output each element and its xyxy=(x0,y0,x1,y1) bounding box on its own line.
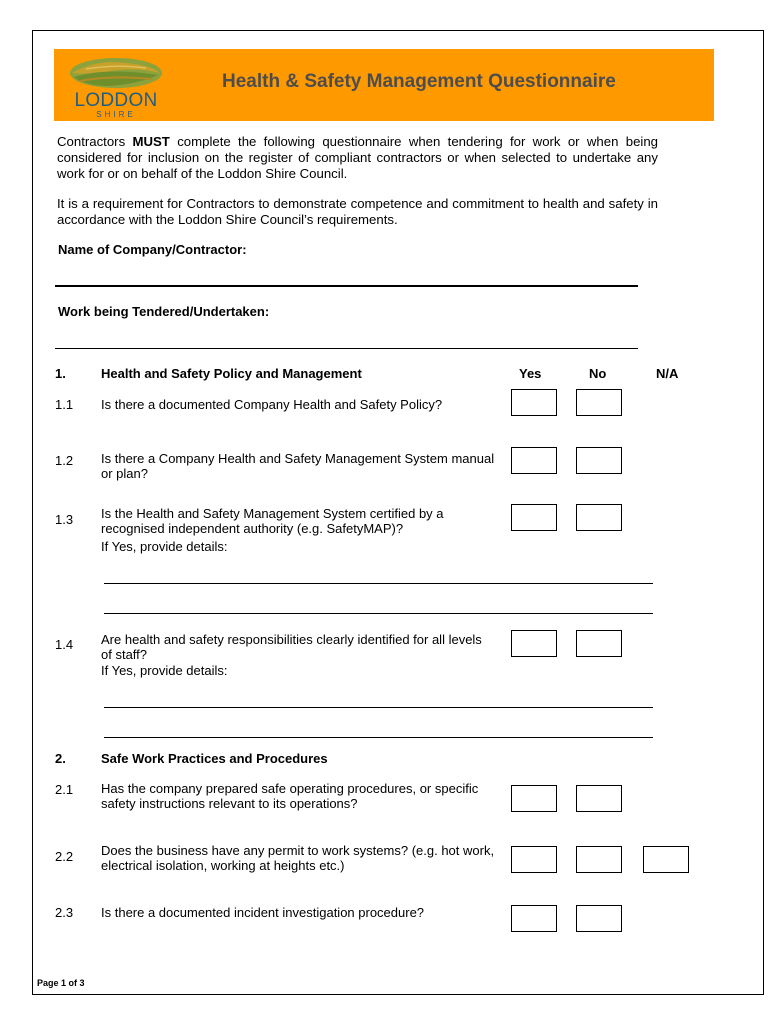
question-1-3-details-label: If Yes, provide details: xyxy=(101,539,228,554)
q2-2-na-checkbox[interactable] xyxy=(643,846,689,873)
question-1-2-text: Is there a Company Health and Safety Management System manual or plan? xyxy=(101,451,495,481)
q2-3-no-checkbox[interactable] xyxy=(576,905,622,932)
document-title: Health & Safety Management Questionnaire xyxy=(222,71,616,92)
question-2-1-number: 2.1 xyxy=(55,782,74,797)
logo-subtitle: SHIRE xyxy=(96,110,136,119)
q1-4-details-line-2[interactable] xyxy=(104,737,653,738)
question-1-3-number: 1.3 xyxy=(55,512,74,527)
q1-4-no-checkbox[interactable] xyxy=(576,630,622,657)
question-1-3-text: Is the Health and Safety Management System certified by a recognised independent authority (e.g. SafetyMAP)? xyxy=(101,506,444,536)
company-name-label: Name of Company/Contractor: xyxy=(58,242,247,257)
q2-2-yes-checkbox[interactable] xyxy=(511,846,557,873)
q2-1-yes-checkbox[interactable] xyxy=(511,785,557,812)
q1-4-details-line-1[interactable] xyxy=(104,707,653,708)
question-1-4-number: 1.4 xyxy=(55,637,74,652)
work-tendered-label: Work being Tendered/Undertaken: xyxy=(58,304,270,319)
question-1-4-details-label: If Yes, provide details: xyxy=(101,663,228,678)
q1-3-details-line-2[interactable] xyxy=(104,613,653,614)
column-yes: Yes xyxy=(519,366,542,381)
question-2-2-text: Does the business have any permit to work systems? (e.g. hot work, electrical isolation, working at heights etc.) xyxy=(101,843,495,873)
question-2-3-text: Is there a documented incident investigation procedure? xyxy=(101,905,425,920)
company-name-field[interactable] xyxy=(55,285,638,287)
section-2-number: 2. xyxy=(55,751,66,766)
column-no: No xyxy=(589,366,607,381)
loddon-shire-logo xyxy=(66,55,166,117)
section-2-title: Safe Work Practices and Procedures xyxy=(101,751,328,766)
landscape-logo-icon xyxy=(66,55,166,95)
page-number: Page 1 of 3 xyxy=(37,978,85,988)
q2-2-no-checkbox[interactable] xyxy=(576,846,622,873)
work-tendered-field[interactable] xyxy=(55,348,638,349)
q1-3-details-line-1[interactable] xyxy=(104,583,653,584)
question-1-1-number: 1.1 xyxy=(55,397,74,412)
q1-1-yes-checkbox[interactable] xyxy=(511,389,557,416)
q1-4-yes-checkbox[interactable] xyxy=(511,630,557,657)
section-1-number: 1. xyxy=(55,366,66,381)
q1-3-no-checkbox[interactable] xyxy=(576,504,622,531)
question-1-2-number: 1.2 xyxy=(55,453,74,468)
must-emphasis: MUST xyxy=(132,134,170,149)
q1-2-yes-checkbox[interactable] xyxy=(511,447,557,474)
q2-1-no-checkbox[interactable] xyxy=(576,785,622,812)
column-na: N/A xyxy=(656,366,679,381)
q1-1-no-checkbox[interactable] xyxy=(576,389,622,416)
question-1-4-text: Are health and safety responsibilities clearly identified for all levels of staff? xyxy=(101,632,482,662)
header-banner xyxy=(54,49,714,121)
logo-wordmark: LODDON xyxy=(74,90,158,111)
question-2-3-number: 2.3 xyxy=(55,905,74,920)
q2-3-yes-checkbox[interactable] xyxy=(511,905,557,932)
intro-paragraph-2: It is a requirement for Contractors to demonstrate competence and commitment to health and safety in accordance with the Loddon Shire Council’s requirements. xyxy=(57,196,658,227)
q1-3-yes-checkbox[interactable] xyxy=(511,504,557,531)
question-2-1-text: Has the company prepared safe operating procedures, or specific safety instructions relevant to its operations? xyxy=(101,781,479,811)
question-2-2-number: 2.2 xyxy=(55,849,74,864)
section-1-title: Health and Safety Policy and Management xyxy=(101,366,362,381)
q1-2-no-checkbox[interactable] xyxy=(576,447,622,474)
intro-paragraph-1: Contractors MUST complete the following questionnaire when tendering for work or when being considered for inclusion on the register of compliant contractors or when selected to undertake any work for or on behalf of the Loddon Shire Council. xyxy=(57,134,659,181)
question-1-1-text: Is there a documented Company Health and Safety Policy? xyxy=(101,397,443,412)
